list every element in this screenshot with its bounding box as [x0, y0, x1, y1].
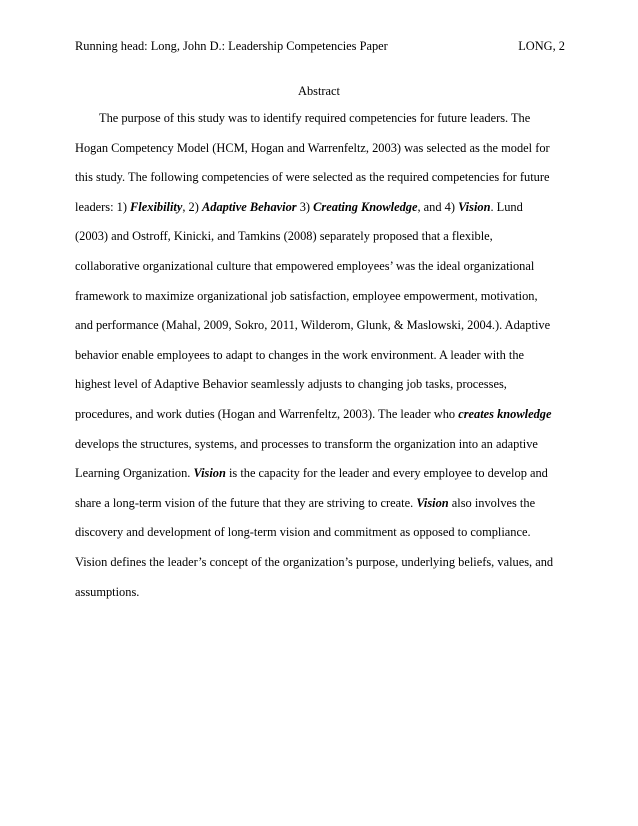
text-run: leaders: 1) — [75, 199, 131, 214]
running-head-text: Running head: Long, John D.: Leadership Competencies Paper — [75, 39, 388, 53]
paragraph-line: collaborative organizational culture that empowered employees’ was the ideal organizational — [75, 258, 535, 273]
abstract-heading: Abstract — [298, 84, 340, 98]
emphasis-vision: Vision — [416, 495, 449, 510]
paragraph-line — [75, 405, 575, 435]
paragraph-line: Hogan Competency Model (HCM, Hogan and Warrenfeltz, 2003) was selected as the model for — [75, 140, 550, 155]
paragraph-line — [75, 198, 575, 228]
paragraph-line: behavior enable employees to adapt to changes in the work environment. A leader with the — [75, 347, 525, 362]
running-header — [75, 37, 565, 55]
text-run: is the capacity for the leader and every employee to develop and — [225, 466, 548, 481]
text-run: share a long-term vision of the future that they are striving to create. — [75, 495, 417, 510]
emphasis-creates-knowledge: creates knowledge — [458, 406, 552, 421]
text-run: , and 4) — [417, 199, 459, 214]
text-run: , 2) — [182, 199, 202, 214]
emphasis-adaptive-behavior: Adaptive Behavior — [201, 199, 297, 214]
text-run: also involves the — [448, 495, 536, 510]
page-label: LONG, 2 — [518, 39, 565, 53]
text-run: procedures, and work duties (Hogan and Warrenfeltz, 2003). The leader who — [75, 406, 459, 421]
text-run: 3) — [296, 199, 314, 214]
text-run: . Lund — [490, 199, 523, 214]
paragraph-line — [75, 494, 575, 524]
paragraph-line: discovery and development of long-term vision and commitment as opposed to compliance. — [75, 525, 531, 540]
text-run: Learning Organization. — [75, 466, 194, 481]
paragraph-line: and performance (Mahal, 2009, Sokro, 2011, Wilderom, Glunk, & Maslowski, 2004.). Adaptive — [75, 318, 551, 333]
paragraph-line: this study. The following competencies of were selected as the required competencies for future — [75, 170, 550, 185]
paragraph-line — [75, 464, 575, 494]
emphasis-vision: Vision — [193, 466, 226, 481]
emphasis-flexibility: Flexibility — [130, 199, 183, 214]
paragraph-line: (2003) and Ostroff, Kinicki, and Tamkins (2008) separately proposed that a flexible, — [75, 229, 493, 244]
abstract-paragraph — [75, 109, 575, 612]
paragraph-line: The purpose of this study was to identify required competencies for future leaders. The — [99, 111, 531, 125]
paragraph-line: highest level of Adaptive Behavior seamlessly adjusts to changing job tasks, processes, — [75, 377, 507, 392]
paragraph-line: develops the structures, systems, and processes to transform the organization into an adaptive — [75, 436, 538, 451]
paragraph-line: assumptions. — [75, 584, 140, 599]
emphasis-creating-knowledge: Creating Knowledge — [313, 199, 418, 214]
paragraph-line: framework to maximize organizational job satisfaction, employee empowerment, motivation, — [75, 288, 538, 303]
paragraph-line: Vision defines the leader’s concept of the organization’s purpose, underlying beliefs, values, and — [75, 554, 554, 569]
emphasis-vision: Vision — [458, 199, 491, 214]
